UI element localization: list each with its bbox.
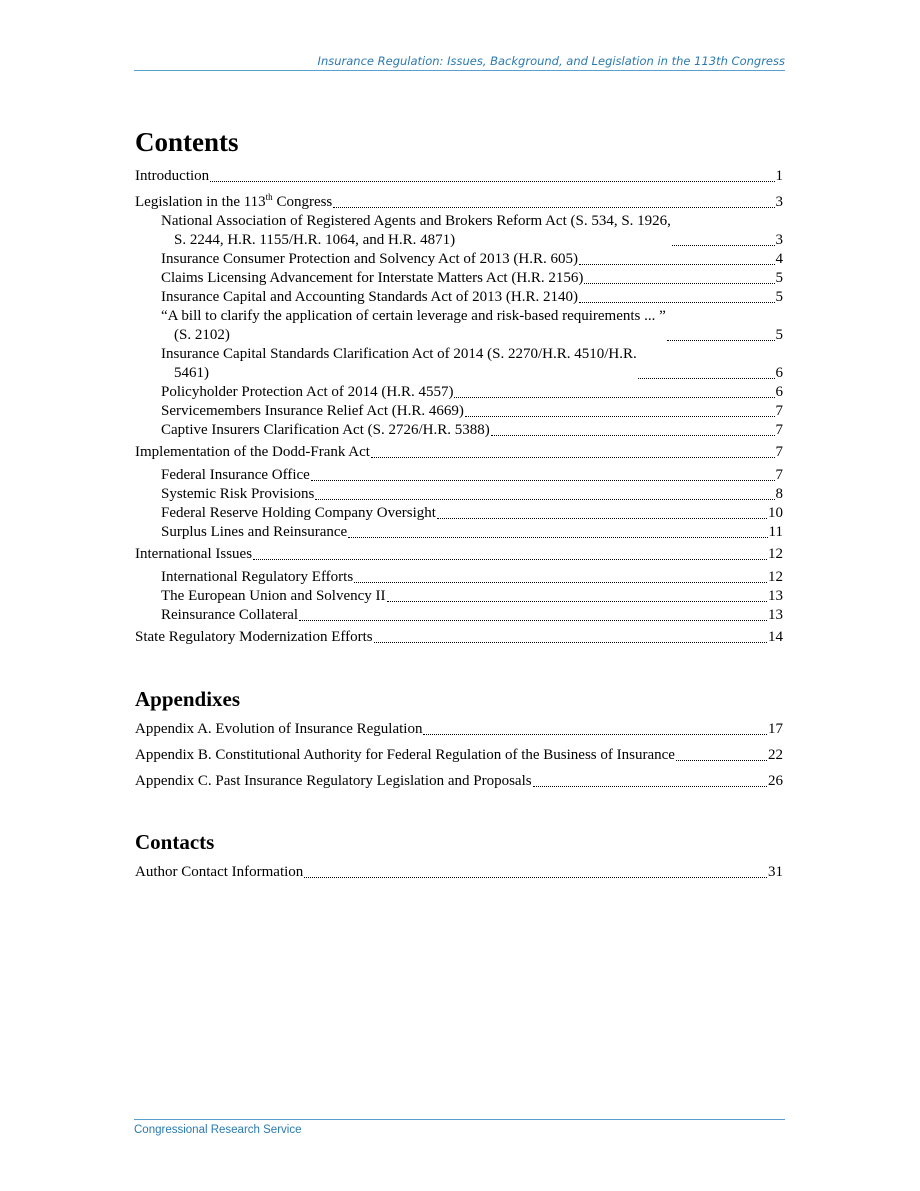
toc-entry-narab-reform-act[interactable] bbox=[135, 212, 783, 250]
leader-dots bbox=[491, 435, 775, 436]
toc-page-number: 1 bbox=[775, 168, 783, 184]
toc-entry-intl-regulatory-efforts[interactable] bbox=[135, 568, 783, 587]
toc-page-number: 3 bbox=[775, 194, 783, 210]
toc-entry-appendix-c[interactable] bbox=[135, 772, 783, 791]
toc-entry-title: Servicemembers Insurance Relief Act (H.R. 4669) bbox=[161, 403, 464, 419]
toc-entry-appendix-b[interactable] bbox=[135, 746, 783, 765]
leader-dots bbox=[253, 559, 767, 560]
leader-dots bbox=[672, 245, 775, 246]
toc-page-number: 14 bbox=[768, 629, 783, 645]
leader-dots bbox=[437, 518, 767, 519]
leader-dots bbox=[676, 760, 767, 761]
toc-entry-title: Appendix A. Evolution of Insurance Regulation bbox=[135, 721, 423, 737]
toc-page-number: 7 bbox=[775, 467, 783, 483]
leader-dots bbox=[533, 786, 767, 787]
toc-page-number: 4 bbox=[775, 251, 783, 267]
leader-dots bbox=[387, 601, 767, 602]
toc-entry-introduction[interactable] bbox=[135, 167, 783, 186]
toc-entry-title: Systemic Risk Provisions bbox=[161, 486, 315, 502]
leader-dots bbox=[299, 620, 767, 621]
toc-entry-title: Federal Reserve Holding Company Oversight bbox=[161, 505, 436, 521]
contacts-section bbox=[135, 828, 783, 882]
toc-entry-title: “A bill to clarify the application of certain leverage and risk-based requirements ... ” (S. 2102) bbox=[161, 308, 666, 343]
toc-entry-title: Introduction bbox=[135, 168, 210, 184]
toc-entry-servicemembers-relief-act[interactable] bbox=[135, 402, 783, 421]
toc-entry-capital-accounting-act[interactable] bbox=[135, 288, 783, 307]
contents-section bbox=[135, 124, 783, 647]
toc-entry-consumer-protection-act[interactable] bbox=[135, 250, 783, 269]
leader-dots bbox=[354, 582, 767, 583]
toc-entry-s-2102[interactable] bbox=[135, 307, 783, 345]
toc-entry-international[interactable] bbox=[135, 545, 783, 564]
toc-entry-claims-licensing-act[interactable] bbox=[135, 269, 783, 288]
toc-page-number: 5 bbox=[775, 270, 783, 286]
toc-entry-title: International Issues bbox=[135, 546, 253, 562]
toc-page-number: 6 bbox=[775, 384, 783, 400]
leader-dots bbox=[315, 499, 774, 500]
toc-entry-captive-insurers-act[interactable] bbox=[135, 421, 783, 440]
toc-entry-reinsurance-collateral[interactable] bbox=[135, 606, 783, 625]
toc-entry-state-modernization[interactable] bbox=[135, 628, 783, 647]
toc-entry-fed-oversight[interactable] bbox=[135, 504, 783, 523]
running-header: Insurance Regulation: Issues, Background, and Legislation in the 113th Congress bbox=[134, 54, 785, 71]
toc-entry-title: Insurance Capital Standards Clarification Act of 2014 (S. 2270/H.R. 4510/H.R. 5461) bbox=[161, 346, 637, 381]
toc-entry-author-contact[interactable] bbox=[135, 863, 783, 882]
table-of-contents-page bbox=[135, 124, 783, 882]
toc-entry-title: Implementation of the Dodd-Frank Act bbox=[135, 444, 370, 460]
toc-entry-title: State Regulatory Modernization Efforts bbox=[135, 629, 373, 645]
toc-entry-title: National Association of Registered Agents and Brokers Reform Act (S. 534, S. 1926, S. 2244, H.R. 1155/H.R. 1064, and H.R. 4871) bbox=[161, 213, 671, 248]
leader-dots bbox=[579, 302, 775, 303]
contacts-list bbox=[135, 863, 783, 882]
toc-page-number: 7 bbox=[775, 444, 783, 460]
toc-entry-title: Author Contact Information bbox=[135, 864, 304, 880]
toc-page-number: 6 bbox=[775, 365, 783, 381]
toc-entry-title: Legislation in the 113th Congress bbox=[135, 192, 333, 210]
toc-page-number: 5 bbox=[775, 289, 783, 305]
toc-entry-federal-insurance-office[interactable] bbox=[135, 466, 783, 485]
leader-dots bbox=[311, 480, 775, 481]
toc-page-number: 7 bbox=[775, 403, 783, 419]
toc-entry-title: Insurance Consumer Protection and Solvency Act of 2013 (H.R. 605) bbox=[161, 251, 579, 267]
leader-dots bbox=[423, 734, 767, 735]
toc-entry-title: Reinsurance Collateral bbox=[161, 607, 299, 623]
toc-page-number: 8 bbox=[775, 486, 783, 502]
leader-dots bbox=[638, 378, 775, 379]
toc-entry-title: Surplus Lines and Reinsurance bbox=[161, 524, 348, 540]
toc-entry-legislation[interactable] bbox=[135, 193, 783, 212]
toc-page-number: 12 bbox=[768, 569, 783, 585]
toc-entry-title: Appendix B. Constitutional Authority for Federal Regulation of the Business of Insurance bbox=[135, 747, 675, 763]
toc-entry-capital-standards-clarification-act[interactable] bbox=[135, 345, 783, 383]
contents-heading: Contents bbox=[135, 127, 239, 157]
toc-entry-title: Federal Insurance Office bbox=[161, 467, 310, 483]
toc-page-number: 11 bbox=[768, 524, 783, 540]
footer-organization: Congressional Research Service bbox=[134, 1124, 302, 1136]
toc-entry-title: Insurance Capital and Accounting Standards Act of 2013 (H.R. 2140) bbox=[161, 289, 578, 305]
leader-dots bbox=[210, 181, 774, 182]
toc-entry-title: The European Union and Solvency II bbox=[161, 588, 386, 604]
toc-entry-systemic-risk[interactable] bbox=[135, 485, 783, 504]
toc-page-number: 13 bbox=[768, 607, 783, 623]
leader-dots bbox=[348, 537, 767, 538]
toc-entry-title: Claims Licensing Advancement for Interstate Matters Act (H.R. 2156) bbox=[161, 270, 584, 286]
toc-entry-appendix-a[interactable] bbox=[135, 720, 783, 739]
toc-entry-policyholder-protection-act[interactable] bbox=[135, 383, 783, 402]
toc-page-number: 7 bbox=[775, 422, 783, 438]
leader-dots bbox=[371, 457, 775, 458]
toc-entry-eu-solvency[interactable] bbox=[135, 587, 783, 606]
page-footer bbox=[134, 1119, 785, 1136]
toc-page-number: 22 bbox=[768, 747, 783, 763]
appendixes-heading: Appendixes bbox=[135, 687, 241, 711]
toc-page-number: 26 bbox=[768, 773, 783, 789]
leader-dots bbox=[304, 877, 767, 878]
toc-entry-title: Captive Insurers Clarification Act (S. 2726/H.R. 5388) bbox=[161, 422, 490, 438]
toc-page-number: 10 bbox=[768, 505, 783, 521]
leader-dots bbox=[465, 416, 775, 417]
toc-entry-title: International Regulatory Efforts bbox=[161, 569, 354, 585]
toc-page-number: 12 bbox=[768, 546, 783, 562]
appendixes-section bbox=[135, 685, 783, 791]
contacts-heading: Contacts bbox=[135, 830, 215, 854]
toc-page-number: 13 bbox=[768, 588, 783, 604]
toc-entry-title: Appendix C. Past Insurance Regulatory Legislation and Proposals bbox=[135, 773, 532, 789]
toc-page-number: 3 bbox=[775, 232, 783, 248]
leader-dots bbox=[454, 397, 774, 398]
leader-dots bbox=[333, 207, 774, 208]
toc-page-number: 17 bbox=[768, 721, 783, 737]
toc-entry-dodd-frank[interactable] bbox=[135, 443, 783, 462]
leader-dots bbox=[374, 642, 767, 643]
toc-entry-title: Policyholder Protection Act of 2014 (H.R. 4557) bbox=[161, 384, 454, 400]
toc-entry-surplus-lines[interactable] bbox=[135, 523, 783, 542]
toc-page-number: 31 bbox=[768, 864, 783, 880]
contents-list bbox=[135, 167, 783, 647]
appendixes-list bbox=[135, 720, 783, 791]
leader-dots bbox=[579, 264, 774, 265]
leader-dots bbox=[667, 340, 775, 341]
toc-page-number: 5 bbox=[775, 327, 783, 343]
leader-dots bbox=[584, 283, 774, 284]
